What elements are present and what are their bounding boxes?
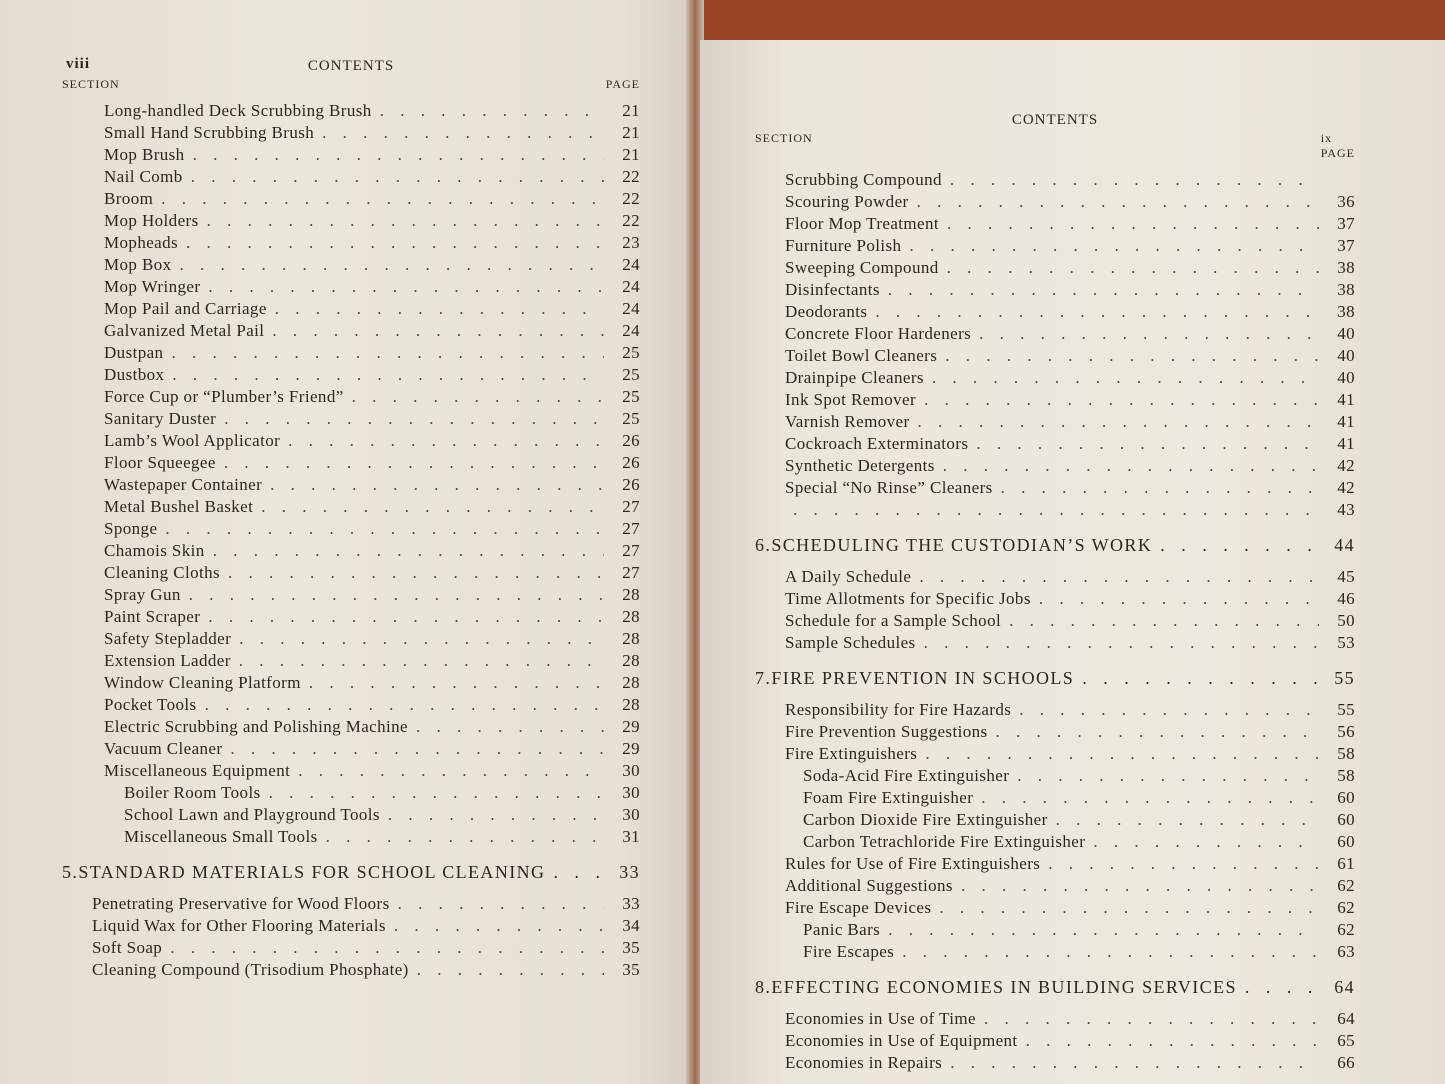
toc-entry [62, 122, 640, 144]
toc-entry-page: 22 [622, 167, 640, 186]
toc-entry-page: 56 [1337, 722, 1355, 741]
section-5-list [62, 893, 640, 981]
toc-entry [62, 650, 640, 672]
toc-entry-title: Additional Suggestions [785, 876, 953, 895]
toc-entry [62, 342, 640, 364]
toc-entry [785, 191, 1355, 213]
toc-entry-page: 41 [1337, 390, 1355, 409]
toc-entry-page: 60 [1337, 788, 1355, 807]
toc-entry-title: Penetrating Preservative for Wood Floors [92, 894, 390, 913]
toc-entry-page: 37 [1337, 236, 1355, 255]
toc-entry [92, 937, 640, 959]
toc-entry-page: 38 [1337, 302, 1355, 321]
toc-entry-title: Spray Gun [104, 585, 181, 604]
right-column-header [755, 131, 1355, 161]
toc-entry-title: Economies in Repairs [785, 1053, 943, 1072]
toc-entry-title: Cockroach Exterminators [785, 434, 969, 453]
toc-entry-page: 27 [622, 519, 640, 538]
toc-entry-page: 53 [1337, 633, 1355, 652]
toc-entry-title: Miscellaneous Equipment [104, 761, 291, 780]
section-title: FIRE PREVENTION IN SCHOOLS [771, 668, 1075, 688]
toc-entry-title: Pocket Tools [104, 695, 197, 714]
toc-entry-page: 55 [1337, 700, 1355, 719]
toc-entry [785, 721, 1355, 743]
toc-entry-page: 24 [622, 299, 640, 318]
toc-entry [62, 364, 640, 386]
toc-entry [62, 562, 640, 584]
toc-entry [62, 804, 640, 826]
toc-entry-title: Electric Scrubbing and Polishing Machine [104, 717, 408, 736]
toc-entry-title: Wastepaper Container [104, 475, 263, 494]
toc-entry-page: 30 [622, 805, 640, 824]
toc-entry [62, 452, 640, 474]
toc-entry-title: Special “No Rinse” Cleaners [785, 478, 993, 497]
toc-entry-page: 58 [1337, 744, 1355, 763]
toc-entry [785, 1008, 1355, 1030]
toc-entry-page: 62 [1337, 876, 1355, 895]
toc-entry-page: 45 [1337, 567, 1355, 586]
toc-entry [785, 853, 1355, 875]
toc-entry-title: Schedule for a Sample School [785, 611, 1002, 630]
toc-entry-page: 36 [1337, 192, 1355, 211]
toc-entry [62, 716, 640, 738]
toc-entry-page: 41 [1337, 412, 1355, 431]
toc-entry-page: 41 [1337, 434, 1355, 453]
toc-entry [785, 588, 1355, 610]
toc-entry-page: 22 [622, 189, 640, 208]
toc-entry [785, 433, 1355, 455]
toc-entry [62, 386, 640, 408]
toc-entry-page: 40 [1337, 368, 1355, 387]
toc-entry [785, 499, 1355, 521]
toc-entry-page: 27 [622, 563, 640, 582]
page-label: PAGE [1320, 146, 1355, 160]
toc-entry [62, 276, 640, 298]
toc-entry-title: Floor Mop Treatment [785, 214, 940, 233]
folio-and-page-label [1321, 131, 1355, 161]
toc-entry-page: 22 [622, 211, 640, 230]
toc-entry-page: 21 [622, 123, 640, 142]
toc-entry-title: Economies in Use of Equipment [785, 1031, 1018, 1050]
toc-entry-page: 61 [1337, 854, 1355, 873]
toc-entry-title: Scrubbing Compound [785, 170, 942, 189]
toc-entry-page: 37 [1337, 214, 1355, 233]
toc-entry [785, 455, 1355, 477]
toc-entry [62, 254, 640, 276]
toc-entry-page: 38 [1337, 280, 1355, 299]
toc-entry [785, 610, 1355, 632]
right-page [700, 40, 1445, 1084]
toc-entry-title: Concrete Floor Hardeners [785, 324, 972, 343]
toc-entry [785, 743, 1355, 765]
toc-entry-title: Metal Bushel Basket [104, 497, 254, 516]
toc-entry-page: 29 [622, 717, 640, 736]
toc-entry-title: Chamois Skin [104, 541, 205, 560]
toc-entry-page: 64 [1337, 1009, 1355, 1028]
toc-entry-title: Deodorants [785, 302, 868, 321]
section-label: SECTION [62, 77, 120, 91]
toc-entry-page: 46 [1337, 589, 1355, 608]
toc-entry [62, 320, 640, 342]
toc-entry [62, 100, 640, 122]
toc-entry-page: 42 [1337, 456, 1355, 475]
toc-entry-title: Panic Bars [803, 920, 881, 939]
toc-entry [62, 584, 640, 606]
toc-entry-title: Sweeping Compound [785, 258, 939, 277]
toc-entry-title: Scouring Powder [785, 192, 909, 211]
section-page: 33 [619, 862, 640, 882]
toc-entry-title: Window Cleaning Platform [104, 673, 301, 692]
toc-entry-page: 25 [622, 343, 640, 362]
toc-entry-title: Nail Comb [104, 167, 183, 186]
toc-entry-title: Dustpan [104, 343, 164, 362]
toc-entry-title: Soft Soap [92, 938, 163, 957]
toc-entry-page: 26 [622, 475, 640, 494]
toc-entry [62, 232, 640, 254]
toc-entry [785, 367, 1355, 389]
section-page: 64 [1334, 977, 1355, 997]
toc-entry [785, 323, 1355, 345]
toc-entry [92, 915, 640, 937]
toc-entry-page: 24 [622, 321, 640, 340]
toc-entry-title: Economies in Use of Time [785, 1009, 976, 1028]
toc-entry [62, 540, 640, 562]
toc-entry-page: 28 [622, 695, 640, 714]
toc-entry [785, 235, 1355, 257]
toc-entry-title: Mop Box [104, 255, 172, 274]
toc-entry-title: Toilet Bowl Cleaners [785, 346, 938, 365]
toc-entry-title: Liquid Wax for Other Flooring Materials [92, 916, 386, 935]
toc-entry-title: Paint Scraper [104, 607, 201, 626]
toc-entry [785, 809, 1355, 831]
toc-entry-title: Mop Brush [104, 145, 185, 164]
toc-entry-title: Foam Fire Extinguisher [803, 788, 974, 807]
toc-entry-title: Mop Pail and Carriage [104, 299, 267, 318]
toc-entry [62, 606, 640, 628]
toc-section-heading [755, 977, 1355, 998]
toc-entry-page: 65 [1337, 1031, 1355, 1050]
toc-entry-page: 35 [622, 960, 640, 979]
toc-entry-page: 27 [622, 497, 640, 516]
toc-entry-page: 24 [622, 255, 640, 274]
left-page-number: viii [66, 56, 91, 72]
toc-entry [62, 672, 640, 694]
toc-entry-page: 42 [1337, 478, 1355, 497]
toc-entry-title: Miscellaneous Small Tools [124, 827, 318, 846]
toc-entry-title: Small Hand Scrubbing Brush [104, 123, 315, 142]
right-toc-list [755, 169, 1355, 521]
section-entries [755, 1008, 1355, 1074]
toc-entry-title: Furniture Polish [785, 236, 902, 255]
toc-entry-page: 27 [622, 541, 640, 560]
toc-entry-title: Vacuum Cleaner [104, 739, 223, 758]
toc-entry-title: School Lawn and Playground Tools [124, 805, 380, 824]
toc-entry [62, 496, 640, 518]
toc-entry-title: Dustbox [104, 365, 165, 384]
toc-entry-page: 28 [622, 629, 640, 648]
toc-entry-title: Mop Holders [104, 211, 199, 230]
toc-entry [785, 897, 1355, 919]
toc-entry [62, 694, 640, 716]
toc-entry [62, 408, 640, 430]
toc-entry-title: Fire Escapes [803, 942, 895, 961]
toc-entry [62, 188, 640, 210]
toc-entry-page: 38 [1337, 258, 1355, 277]
toc-entry [785, 919, 1355, 941]
toc-entry-page: 28 [622, 651, 640, 670]
toc-entry-page: 43 [1337, 500, 1355, 519]
toc-entry-title: Time Allotments for Specific Jobs [785, 589, 1031, 608]
section-number: 7. [755, 668, 772, 688]
toc-entry [785, 279, 1355, 301]
toc-entry-title: Responsibility for Fire Hazards [785, 700, 1012, 719]
toc-entry-title: Broom [104, 189, 154, 208]
toc-entry [785, 1052, 1355, 1074]
toc-entry-title: Drainpipe Cleaners [785, 368, 924, 387]
section-entries [755, 699, 1355, 963]
toc-entry-page: 25 [622, 409, 640, 428]
toc-entry-title: Mopheads [104, 233, 179, 252]
section-title: SCHEDULING THE CUSTODIAN’S WORK [771, 535, 1153, 555]
toc-entry-page: 34 [622, 916, 640, 935]
left-page [0, 0, 690, 1084]
toc-entry [62, 738, 640, 760]
toc-entry-title: Extension Ladder [104, 651, 231, 670]
toc-entry [785, 213, 1355, 235]
toc-entry-page: 24 [622, 277, 640, 296]
toc-entry [785, 566, 1355, 588]
section-title: EFFECTING ECONOMIES IN BUILDING SERVICES [771, 977, 1237, 997]
toc-entry-page: 50 [1337, 611, 1355, 630]
toc-entry [785, 765, 1355, 787]
section-number: 6. [755, 535, 772, 555]
toc-entry-page: 25 [622, 387, 640, 406]
toc-section-heading [62, 862, 640, 883]
toc-entry-title: Soda-Acid Fire Extinguisher [803, 766, 1010, 785]
toc-entry [62, 298, 640, 320]
toc-entry [785, 831, 1355, 853]
toc-entry [785, 411, 1355, 433]
right-sections [755, 535, 1355, 1074]
toc-entry-title: Mop Wringer [104, 277, 201, 296]
toc-entry [62, 166, 640, 188]
toc-entry-page: 33 [622, 894, 640, 913]
toc-entry-title: Disinfectants [785, 280, 880, 299]
left-contents-title: CONTENTS [307, 58, 395, 74]
toc-entry [62, 210, 640, 232]
toc-entry-page: 23 [622, 233, 640, 252]
toc-entry-page: 40 [1337, 346, 1355, 365]
toc-entry-title: Sponge [104, 519, 158, 538]
toc-entry-title: Force Cup or “Plumber’s Friend” [104, 387, 344, 406]
toc-entry-page: 21 [622, 101, 640, 120]
toc-entry-title: Carbon Dioxide Fire Extinguisher [803, 810, 1048, 829]
toc-entry-title: A Daily Schedule [785, 567, 912, 586]
toc-entry-title: Carbon Tetrachloride Fire Extinguisher [803, 832, 1086, 851]
toc-entry-page: 29 [622, 739, 640, 758]
left-column-header [62, 77, 640, 92]
toc-entry-title: Synthetic Detergents [785, 456, 935, 475]
toc-entry [785, 257, 1355, 279]
toc-entry [785, 699, 1355, 721]
right-page-number: ix [1320, 131, 1333, 145]
toc-entry-title: Cleaning Cloths [104, 563, 221, 582]
toc-entry [62, 760, 640, 782]
toc-entry [785, 477, 1355, 499]
toc-entry [785, 301, 1355, 323]
section-number: 8. [755, 977, 772, 997]
section-page: 44 [1334, 535, 1355, 555]
toc-section-heading [755, 535, 1355, 556]
toc-entry-title: Fire Escape Devices [785, 898, 932, 917]
toc-entry-page: 31 [622, 827, 640, 846]
toc-entry-page: 35 [622, 938, 640, 957]
toc-entry-page: 30 [622, 761, 640, 780]
toc-entry-title: Safety Stepladder [104, 629, 232, 648]
toc-entry-page: 26 [622, 453, 640, 472]
toc-entry [785, 169, 1355, 191]
toc-entry-title: Sanitary Duster [104, 409, 217, 428]
page-label: PAGE [605, 77, 640, 91]
toc-entry-title: Long-handled Deck Scrubbing Brush [104, 101, 372, 120]
toc-entry-page: 58 [1337, 766, 1355, 785]
section-title: STANDARD MATERIALS FOR SCHOOL CLEANING [78, 862, 546, 882]
toc-entry-page: 28 [622, 607, 640, 626]
toc-entry-page: 66 [1337, 1053, 1355, 1072]
section-page: 55 [1334, 668, 1355, 688]
toc-entry [62, 518, 640, 540]
section-entries [755, 566, 1355, 654]
toc-entry [62, 782, 640, 804]
toc-entry-title: Varnish Remover [785, 412, 910, 431]
toc-entry [785, 875, 1355, 897]
toc-entry [785, 941, 1355, 963]
toc-entry-page: 63 [1337, 942, 1355, 961]
book-cover-edge [690, 0, 1445, 40]
left-toc-list [62, 100, 640, 848]
toc-entry-title: Fire Prevention Suggestions [785, 722, 988, 741]
toc-entry-page: 62 [1337, 898, 1355, 917]
toc-entry-title: Sample Schedules [785, 633, 916, 652]
toc-entry-page: 60 [1337, 810, 1355, 829]
toc-entry [785, 787, 1355, 809]
toc-entry-title: Galvanized Metal Pail [104, 321, 265, 340]
toc-entry-page: 28 [622, 673, 640, 692]
toc-entry [62, 826, 640, 848]
toc-entry [785, 1030, 1355, 1052]
toc-entry [785, 389, 1355, 411]
toc-entry-page: 60 [1337, 832, 1355, 851]
section-number: 5. [62, 862, 79, 882]
toc-entry-title: Floor Squeegee [104, 453, 216, 472]
toc-entry-title: Rules for Use of Fire Extinguishers [785, 854, 1041, 873]
toc-entry [62, 628, 640, 650]
toc-entry [62, 144, 640, 166]
toc-entry-title: Boiler Room Tools [124, 783, 261, 802]
toc-entry-page: 25 [622, 365, 640, 384]
toc-entry-title: Lamb’s Wool Applicator [104, 431, 281, 450]
toc-entry-page: 21 [622, 145, 640, 164]
toc-entry [62, 474, 640, 496]
toc-entry-page: 40 [1337, 324, 1355, 343]
toc-entry-page: 28 [622, 585, 640, 604]
toc-entry-title: Cleaning Compound (Trisodium Phosphate) [92, 960, 409, 979]
toc-entry-page: 62 [1337, 920, 1355, 939]
toc-entry-title: Ink Spot Remover [785, 390, 917, 409]
section-label: SECTION [755, 131, 813, 145]
toc-entry [785, 345, 1355, 367]
toc-section-heading [755, 668, 1355, 689]
toc-entry [62, 430, 640, 452]
toc-entry-title: Fire Extinguishers [785, 744, 918, 763]
toc-entry-page: 30 [622, 783, 640, 802]
toc-entry [92, 959, 640, 981]
right-contents-title: CONTENTS [1011, 112, 1099, 128]
toc-entry [92, 893, 640, 915]
toc-entry [785, 632, 1355, 654]
toc-entry-page: 26 [622, 431, 640, 450]
